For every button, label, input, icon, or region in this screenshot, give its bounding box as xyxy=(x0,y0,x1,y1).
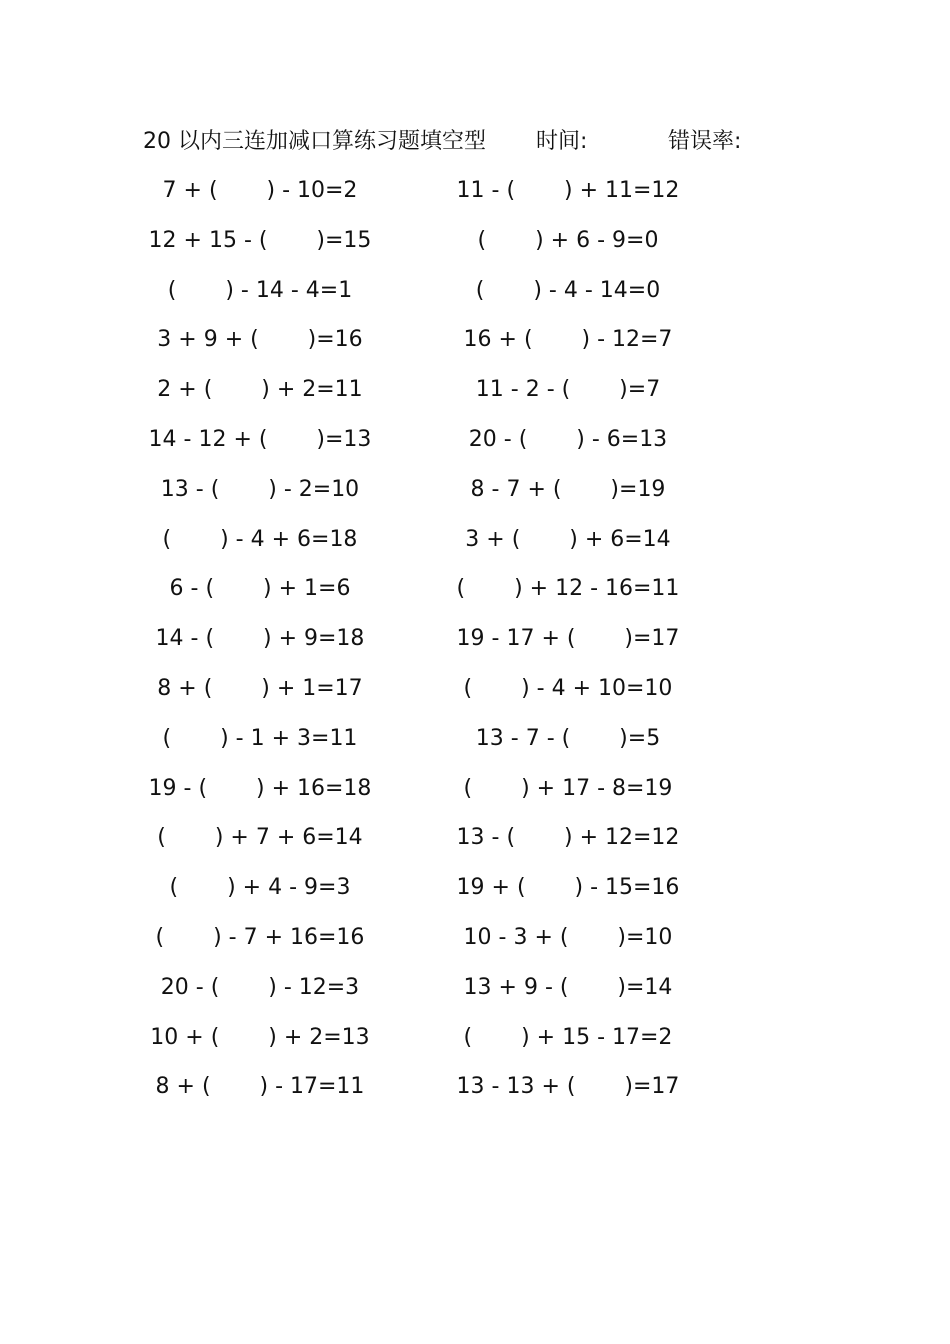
problem-left: ( ) - 7 + 16=16 xyxy=(155,924,365,950)
problem-right: 19 + ( ) - 15=16 xyxy=(456,875,680,901)
problem-right: ( ) + 12 - 16=11 xyxy=(456,576,680,602)
problem-left: 10 + ( ) + 2=13 xyxy=(150,1024,370,1050)
problem-right: 10 - 3 + ( )=10 xyxy=(463,924,673,950)
problem-row xyxy=(120,967,720,1017)
problem-row xyxy=(120,1017,720,1067)
problem-left: 6 - ( ) + 1=6 xyxy=(169,576,351,602)
problem-right: ( ) - 4 - 14=0 xyxy=(475,277,661,303)
problem-row xyxy=(120,568,720,618)
problem-row xyxy=(120,718,720,768)
problem-right: ( ) + 15 - 17=2 xyxy=(463,1024,673,1050)
worksheet-title: 20 以内三连加减口算练习题填空型 xyxy=(143,129,486,154)
problem-right: 13 - 7 - ( )=5 xyxy=(475,725,661,751)
problem-row xyxy=(120,270,720,320)
problem-left: 8 + ( ) - 17=11 xyxy=(155,1074,365,1100)
problem-right: 8 - 7 + ( )=19 xyxy=(470,476,666,502)
problem-row xyxy=(120,618,720,668)
problem-row xyxy=(120,817,720,867)
problem-row xyxy=(120,867,720,917)
problem-left: ( ) + 7 + 6=14 xyxy=(157,825,363,851)
problem-row xyxy=(120,519,720,569)
problem-row xyxy=(120,668,720,718)
problem-left: 3 + 9 + ( )=16 xyxy=(157,327,363,353)
problem-row xyxy=(120,170,720,220)
problem-row xyxy=(120,768,720,818)
problem-row xyxy=(120,319,720,369)
problem-grid xyxy=(120,170,720,1116)
problem-right: 19 - 17 + ( )=17 xyxy=(456,626,680,652)
problem-row xyxy=(120,917,720,967)
problem-right: ( ) + 6 - 9=0 xyxy=(477,227,659,253)
problem-row xyxy=(120,469,720,519)
problem-right: 11 - ( ) + 11=12 xyxy=(456,178,680,203)
worksheet-header xyxy=(143,124,823,160)
error-rate-label: 错误率: xyxy=(668,129,742,154)
problem-right: 16 + ( ) - 12=7 xyxy=(463,327,673,353)
problem-left: 14 - ( ) + 9=18 xyxy=(155,626,365,652)
problem-left: 8 + ( ) + 1=17 xyxy=(157,675,363,701)
time-label: 时间: xyxy=(536,129,588,154)
problem-left: 7 + ( ) - 10=2 xyxy=(162,178,358,203)
problem-left: 14 - 12 + ( )=13 xyxy=(148,426,372,452)
problem-right: 20 - ( ) - 6=13 xyxy=(468,426,668,452)
problem-left: ( ) - 14 - 4=1 xyxy=(167,277,353,303)
problem-row xyxy=(120,1066,720,1116)
problem-left: ( ) + 4 - 9=3 xyxy=(169,875,351,901)
problem-left: 2 + ( ) + 2=11 xyxy=(157,377,363,403)
problem-right: ( ) - 4 + 10=10 xyxy=(463,675,673,701)
problem-left: 13 - ( ) - 2=10 xyxy=(160,476,360,502)
problem-right: 11 - 2 - ( )=7 xyxy=(475,377,661,403)
problem-left: 20 - ( ) - 12=3 xyxy=(160,974,360,1000)
problem-left: 12 + 15 - ( )=15 xyxy=(148,227,372,253)
problem-right: ( ) + 17 - 8=19 xyxy=(463,775,673,801)
problem-row xyxy=(120,419,720,469)
problem-right: 13 + 9 - ( )=14 xyxy=(463,974,673,1000)
problem-right: 13 - ( ) + 12=12 xyxy=(456,825,680,851)
problem-left: ( ) - 1 + 3=11 xyxy=(162,725,358,751)
problem-left: 19 - ( ) + 16=18 xyxy=(148,775,372,801)
problem-row xyxy=(120,369,720,419)
problem-left: ( ) - 4 + 6=18 xyxy=(162,526,358,552)
problem-right: 13 - 13 + ( )=17 xyxy=(456,1074,680,1100)
problem-right: 3 + ( ) + 6=14 xyxy=(465,526,671,552)
problem-row xyxy=(120,220,720,270)
